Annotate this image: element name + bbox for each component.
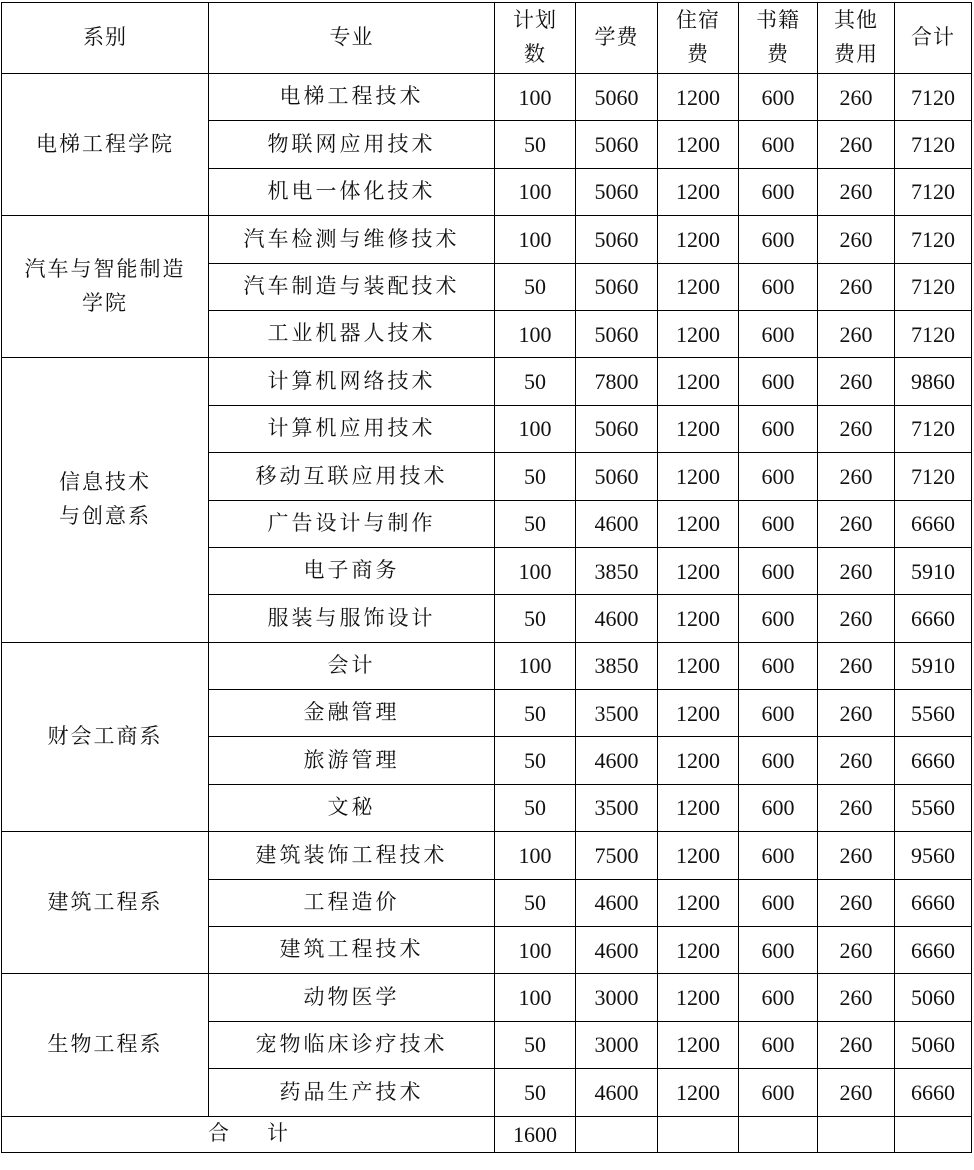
dorm-cell: 1200 [658,737,739,784]
major-cell: 建筑工程技术 [209,927,495,974]
major-cell: 工业机器人技术 [209,310,495,357]
tuition-cell: 3000 [576,1021,658,1068]
dorm-cell: 1200 [658,310,739,357]
books-cell: 600 [739,595,818,642]
tuition-cell: 5060 [576,168,658,215]
tuition-cell: 5060 [576,263,658,310]
table-row [2,358,972,405]
dorm-cell: 1200 [658,595,739,642]
major-cell: 计算机网络技术 [209,358,495,405]
total-cell: 5910 [895,642,972,689]
other-cell: 260 [818,121,895,168]
total-cell: 5560 [895,784,972,831]
other-cell: 260 [818,263,895,310]
total-cell: 5060 [895,974,972,1021]
dorm-cell: 1200 [658,405,739,452]
department-name-cell: 电梯工程学院 [2,74,209,216]
other-cell: 260 [818,974,895,1021]
plan-cell: 100 [495,927,576,974]
plan-cell: 50 [495,690,576,737]
dorm-cell: 1200 [658,74,739,121]
total-cell: 5560 [895,690,972,737]
department-name-cell: 建筑工程系 [2,832,209,974]
plan-cell: 100 [495,974,576,1021]
other-cell: 260 [818,784,895,831]
dorm-cell: 1200 [658,547,739,594]
total-cell: 5060 [895,1021,972,1068]
total-label: 合 计 [2,1116,495,1152]
total-empty-cell [658,1116,739,1152]
total-cell: 7120 [895,121,972,168]
dorm-cell: 1200 [658,1069,739,1116]
books-cell: 600 [739,358,818,405]
header-row [2,3,972,74]
dorm-cell: 1200 [658,927,739,974]
total-cell: 7120 [895,405,972,452]
table-row [2,216,972,263]
major-cell: 电子商务 [209,547,495,594]
tuition-cell: 4600 [576,595,658,642]
other-cell: 260 [818,832,895,879]
dorm-cell: 1200 [658,690,739,737]
plan-cell: 50 [495,784,576,831]
plan-cell: 50 [495,1069,576,1116]
tuition-cell: 3850 [576,642,658,689]
other-cell: 260 [818,927,895,974]
major-cell: 旅游管理 [209,737,495,784]
plan-cell: 50 [495,879,576,926]
tuition-cell: 4600 [576,1069,658,1116]
plan-cell: 100 [495,168,576,215]
total-cell: 7120 [895,310,972,357]
total-cell: 6660 [895,500,972,547]
dorm-cell: 1200 [658,121,739,168]
other-cell: 260 [818,1021,895,1068]
dorm-cell: 1200 [658,879,739,926]
tuition-cell: 5060 [576,405,658,452]
plan-cell: 100 [495,74,576,121]
other-cell: 260 [818,358,895,405]
header-dorm: 住宿 费 [658,3,739,74]
total-cell: 9860 [895,358,972,405]
tuition-cell: 5060 [576,453,658,500]
books-cell: 600 [739,310,818,357]
other-cell: 260 [818,453,895,500]
total-cell: 6660 [895,879,972,926]
major-cell: 计算机应用技术 [209,405,495,452]
dorm-cell: 1200 [658,263,739,310]
books-cell: 600 [739,405,818,452]
books-cell: 600 [739,1069,818,1116]
tuition-cell: 5060 [576,74,658,121]
dorm-cell: 1200 [658,784,739,831]
tuition-cell: 3850 [576,547,658,594]
books-cell: 600 [739,879,818,926]
tuition-cell: 4600 [576,500,658,547]
header-dept: 系别 [2,3,209,74]
books-cell: 600 [739,642,818,689]
other-cell: 260 [818,74,895,121]
other-cell: 260 [818,405,895,452]
total-empty-cell [576,1116,658,1152]
other-cell: 260 [818,547,895,594]
other-cell: 260 [818,690,895,737]
books-cell: 600 [739,832,818,879]
table-row [2,832,972,879]
tuition-cell: 5060 [576,216,658,263]
total-cell: 7120 [895,216,972,263]
other-cell: 260 [818,1069,895,1116]
plan-cell: 50 [495,737,576,784]
plan-cell: 100 [495,216,576,263]
dorm-cell: 1200 [658,642,739,689]
table-body [2,74,972,1117]
table-row [2,74,972,121]
dorm-cell: 1200 [658,832,739,879]
major-cell: 宠物临床诊疗技术 [209,1021,495,1068]
books-cell: 600 [739,1021,818,1068]
total-empty-cell [895,1116,972,1152]
dorm-cell: 1200 [658,500,739,547]
tuition-cell: 3000 [576,974,658,1021]
plan-cell: 50 [495,453,576,500]
dorm-cell: 1200 [658,168,739,215]
department-name-cell: 信息技术 与创意系 [2,358,209,642]
major-cell: 动物医学 [209,974,495,1021]
dorm-cell: 1200 [658,358,739,405]
books-cell: 600 [739,974,818,1021]
plan-cell: 50 [495,121,576,168]
major-cell: 会计 [209,642,495,689]
department-name-cell: 生物工程系 [2,974,209,1116]
plan-cell: 50 [495,500,576,547]
total-cell: 6660 [895,1069,972,1116]
other-cell: 260 [818,879,895,926]
plan-cell: 50 [495,595,576,642]
books-cell: 600 [739,216,818,263]
books-cell: 600 [739,690,818,737]
other-cell: 260 [818,216,895,263]
plan-cell: 50 [495,1021,576,1068]
tuition-cell: 4600 [576,879,658,926]
books-cell: 600 [739,453,818,500]
total-cell: 6660 [895,595,972,642]
plan-cell: 50 [495,263,576,310]
table-header [2,3,972,74]
total-row [2,1116,972,1152]
major-cell: 建筑装饰工程技术 [209,832,495,879]
books-cell: 600 [739,737,818,784]
table-row [2,974,972,1021]
other-cell: 260 [818,500,895,547]
major-cell: 文秘 [209,784,495,831]
major-cell: 药品生产技术 [209,1069,495,1116]
plan-cell: 50 [495,358,576,405]
department-name-cell: 汽车与智能制造 学院 [2,216,209,358]
tuition-cell: 7800 [576,358,658,405]
plan-cell: 100 [495,405,576,452]
tuition-cell: 4600 [576,737,658,784]
total-plan-cell: 1600 [495,1116,576,1152]
total-empty-cell [739,1116,818,1152]
books-cell: 600 [739,500,818,547]
total-cell: 7120 [895,453,972,500]
major-cell: 移动互联应用技术 [209,453,495,500]
books-cell: 600 [739,547,818,594]
tuition-cell: 7500 [576,832,658,879]
tuition-cell: 5060 [576,310,658,357]
plan-cell: 100 [495,310,576,357]
tuition-cell: 3500 [576,784,658,831]
books-cell: 600 [739,74,818,121]
other-cell: 260 [818,737,895,784]
table-row [2,642,972,689]
header-books: 书籍 费 [739,3,818,74]
tuition-cell: 3500 [576,690,658,737]
dorm-cell: 1200 [658,1021,739,1068]
major-cell: 工程造价 [209,879,495,926]
total-cell: 7120 [895,74,972,121]
major-cell: 服装与服饰设计 [209,595,495,642]
books-cell: 600 [739,927,818,974]
total-cell: 6660 [895,737,972,784]
tuition-cell: 4600 [576,927,658,974]
major-cell: 电梯工程技术 [209,74,495,121]
total-cell: 6660 [895,927,972,974]
major-cell: 机电一体化技术 [209,168,495,215]
plan-cell: 100 [495,832,576,879]
books-cell: 600 [739,784,818,831]
plan-cell: 100 [495,642,576,689]
dorm-cell: 1200 [658,974,739,1021]
header-tuition: 学费 [576,3,658,74]
major-cell: 广告设计与制作 [209,500,495,547]
total-cell: 5910 [895,547,972,594]
total-cell: 7120 [895,263,972,310]
other-cell: 260 [818,310,895,357]
other-cell: 260 [818,168,895,215]
tuition-cell: 5060 [576,121,658,168]
header-major: 专业 [209,3,495,74]
tuition-fee-table [1,2,972,1153]
other-cell: 260 [818,642,895,689]
total-empty-cell [818,1116,895,1152]
total-cell: 7120 [895,168,972,215]
header-plan: 计划 数 [495,3,576,74]
header-total: 合计 [895,3,972,74]
other-cell: 260 [818,595,895,642]
major-cell: 物联网应用技术 [209,121,495,168]
total-cell: 9560 [895,832,972,879]
dorm-cell: 1200 [658,216,739,263]
department-name-cell: 财会工商系 [2,642,209,832]
books-cell: 600 [739,168,818,215]
plan-cell: 100 [495,547,576,594]
dorm-cell: 1200 [658,453,739,500]
major-cell: 金融管理 [209,690,495,737]
table-footer [2,1116,972,1152]
major-cell: 汽车检测与维修技术 [209,216,495,263]
header-other: 其他 费用 [818,3,895,74]
books-cell: 600 [739,263,818,310]
books-cell: 600 [739,121,818,168]
major-cell: 汽车制造与装配技术 [209,263,495,310]
